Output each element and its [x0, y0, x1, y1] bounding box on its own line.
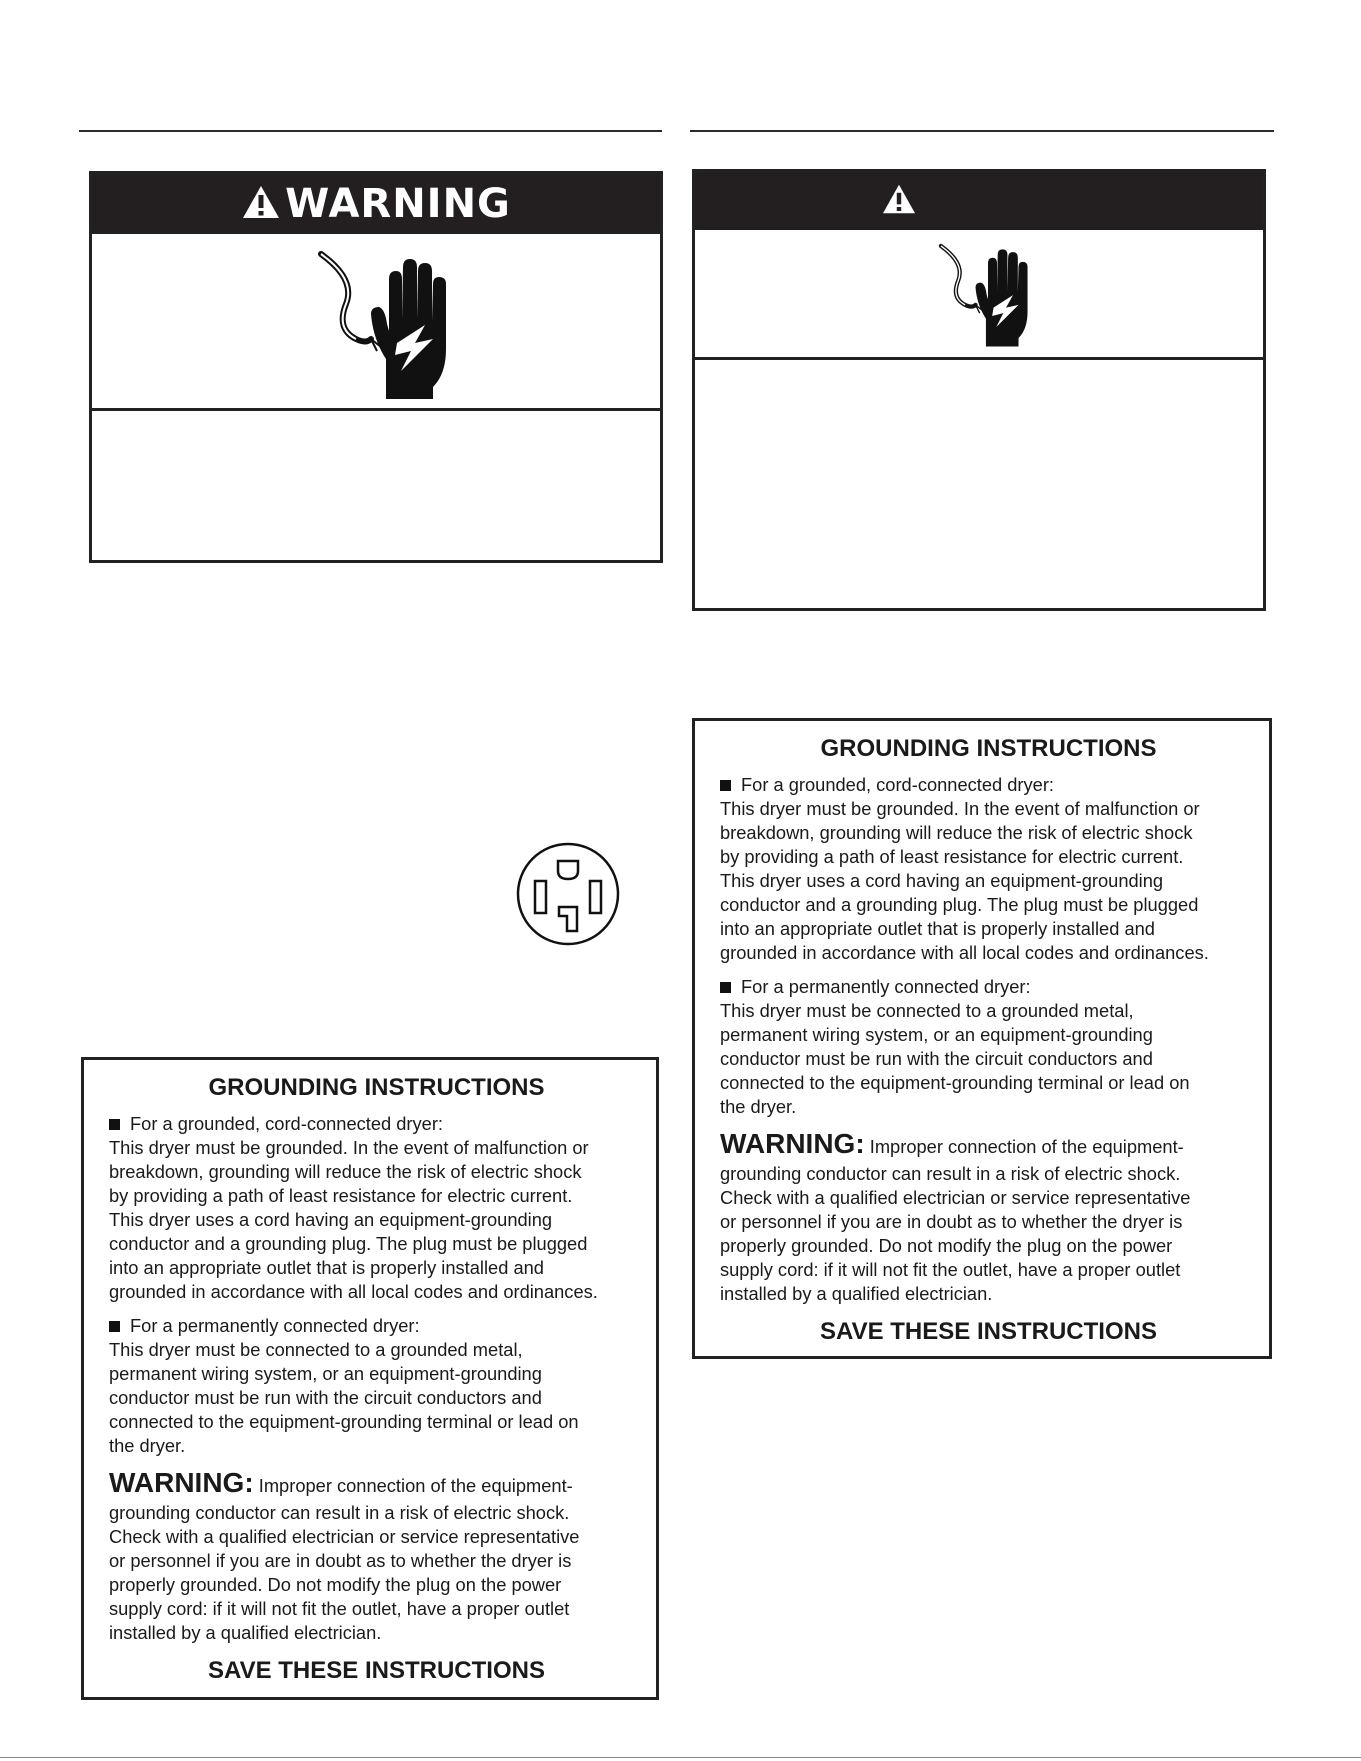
warning-triangle-icon: [241, 184, 281, 225]
text-line: by providing a path of least resistance for electric current.: [109, 1185, 573, 1206]
text-line: conductor and a grounding plug. The plug must be plugged: [720, 894, 1199, 915]
text-line: installed by a qualified electrician.: [109, 1622, 382, 1643]
right-warning-header: [695, 172, 1263, 230]
grounding-title: GROUNDING INSTRUCTIONS: [820, 735, 1157, 762]
warning-text: [109, 1501, 644, 1645]
four-prong-outlet-icon: [515, 841, 621, 952]
left-warning-box: [89, 171, 663, 563]
text-line: This dryer must be grounded. In the event of malfunction or: [109, 1137, 589, 1158]
text-line: This dryer uses a cord having an equipment-grounding: [109, 1209, 553, 1230]
bullet-heading: For a permanently connected dryer:: [130, 1315, 420, 1336]
left-grounding-instructions: [81, 1057, 659, 1700]
text-line: Check with a qualified electrician or service representative: [109, 1526, 580, 1547]
warning-label: WARNING:: [109, 1467, 254, 1498]
text-line: permanent wiring system, or an equipment-grounding: [109, 1363, 542, 1384]
bullet-square-icon: [109, 1119, 120, 1130]
left-warning-pictogram: [92, 234, 660, 411]
bullet-heading: For a permanently connected dryer:: [741, 976, 1031, 997]
text-line: grounded in accordance with all local codes and ordinances.: [720, 942, 1209, 963]
text-line: by providing a path of least resistance for electric current.: [720, 846, 1184, 867]
bottom-rule: [0, 1757, 1361, 1758]
right-warning-box: [692, 169, 1266, 611]
right-grounding-instructions: [692, 718, 1272, 1359]
left-column-rule: [79, 130, 662, 132]
text-line: or personnel if you are in doubt as to whether the dryer is: [109, 1550, 572, 1571]
grounding-title: GROUNDING INSTRUCTIONS: [208, 1074, 545, 1101]
warning-paragraph: [720, 1129, 1257, 1162]
text-line: This dryer must be connected to a grounded metal,: [720, 1000, 1134, 1021]
text-line: permanent wiring system, or an equipment-grounding: [720, 1024, 1153, 1045]
text-line: or personnel if you are in doubt as to whether the dryer is: [720, 1211, 1183, 1232]
warning-triangle-icon: [881, 183, 917, 220]
save-instructions: SAVE THESE INSTRUCTIONS: [208, 1657, 545, 1684]
bullet-heading: For a grounded, cord-connected dryer:: [741, 774, 1054, 795]
warning-first-line: Improper connection of the equipment-: [869, 1136, 1184, 1157]
text-line: conductor and a grounding plug. The plug must be plugged: [109, 1233, 588, 1254]
bullet-permanently-connected: [720, 975, 1257, 999]
left-warning-title: WARNING: [285, 181, 511, 227]
text-line: connected to the equipment-grounding terminal or lead on: [720, 1072, 1190, 1093]
text-line: supply cord: if it will not fit the outlet, have a proper outlet: [109, 1598, 570, 1619]
bullet-heading: For a grounded, cord-connected dryer:: [130, 1113, 443, 1134]
text-line: properly grounded. Do not modify the plug on the power: [720, 1235, 1173, 1256]
right-warning-pictogram: [695, 230, 1263, 360]
bullet-permanently-connected: [109, 1314, 644, 1338]
text-line: into an appropriate outlet that is properly installed and: [109, 1257, 544, 1278]
text-line: conductor must be run with the circuit conductors and: [720, 1048, 1153, 1069]
text-line: This dryer uses a cord having an equipment-grounding: [720, 870, 1164, 891]
electric-shock-hand-icon: [927, 235, 1031, 352]
text-line: Check with a qualified electrician or service representative: [720, 1187, 1191, 1208]
bullet-square-icon: [720, 780, 731, 791]
text-line: grounded in accordance with all local codes and ordinances.: [109, 1281, 598, 1302]
text-line: This dryer must be connected to a grounded metal,: [109, 1339, 523, 1360]
cord-connected-text: [109, 1136, 644, 1304]
permanently-connected-text: [109, 1338, 644, 1458]
electric-shock-hand-icon: [301, 239, 451, 404]
bullet-cord-connected: [720, 773, 1257, 797]
text-line: grounding conductor can result in a risk of electric shock.: [109, 1502, 570, 1523]
text-line: properly grounded. Do not modify the plug on the power: [109, 1574, 562, 1595]
text-line: the dryer.: [720, 1096, 797, 1117]
text-line: into an appropriate outlet that is properly installed and: [720, 918, 1155, 939]
text-line: connected to the equipment-grounding terminal or lead on: [109, 1411, 579, 1432]
bullet-cord-connected: [109, 1112, 644, 1136]
text-line: installed by a qualified electrician.: [720, 1283, 993, 1304]
save-instructions: SAVE THESE INSTRUCTIONS: [820, 1318, 1157, 1345]
text-line: grounding conductor can result in a risk of electric shock.: [720, 1163, 1181, 1184]
text-line: conductor must be run with the circuit conductors and: [109, 1387, 542, 1408]
permanently-connected-text: [720, 999, 1257, 1119]
warning-first-line: Improper connection of the equipment-: [258, 1475, 573, 1496]
right-column-rule: [690, 130, 1274, 132]
text-line: This dryer must be grounded. In the event of malfunction or: [720, 798, 1200, 819]
text-line: breakdown, grounding will reduce the risk of electric shock: [720, 822, 1193, 843]
bullet-square-icon: [109, 1321, 120, 1332]
bullet-square-icon: [720, 982, 731, 993]
text-line: supply cord: if it will not fit the outlet, have a proper outlet: [720, 1259, 1181, 1280]
text-line: the dryer.: [109, 1435, 186, 1456]
warning-text: [720, 1162, 1257, 1306]
warning-paragraph: [109, 1468, 644, 1501]
text-line: breakdown, grounding will reduce the risk of electric shock: [109, 1161, 582, 1182]
cord-connected-text: [720, 797, 1257, 965]
warning-label: WARNING:: [720, 1128, 865, 1159]
left-warning-header: [92, 174, 660, 234]
